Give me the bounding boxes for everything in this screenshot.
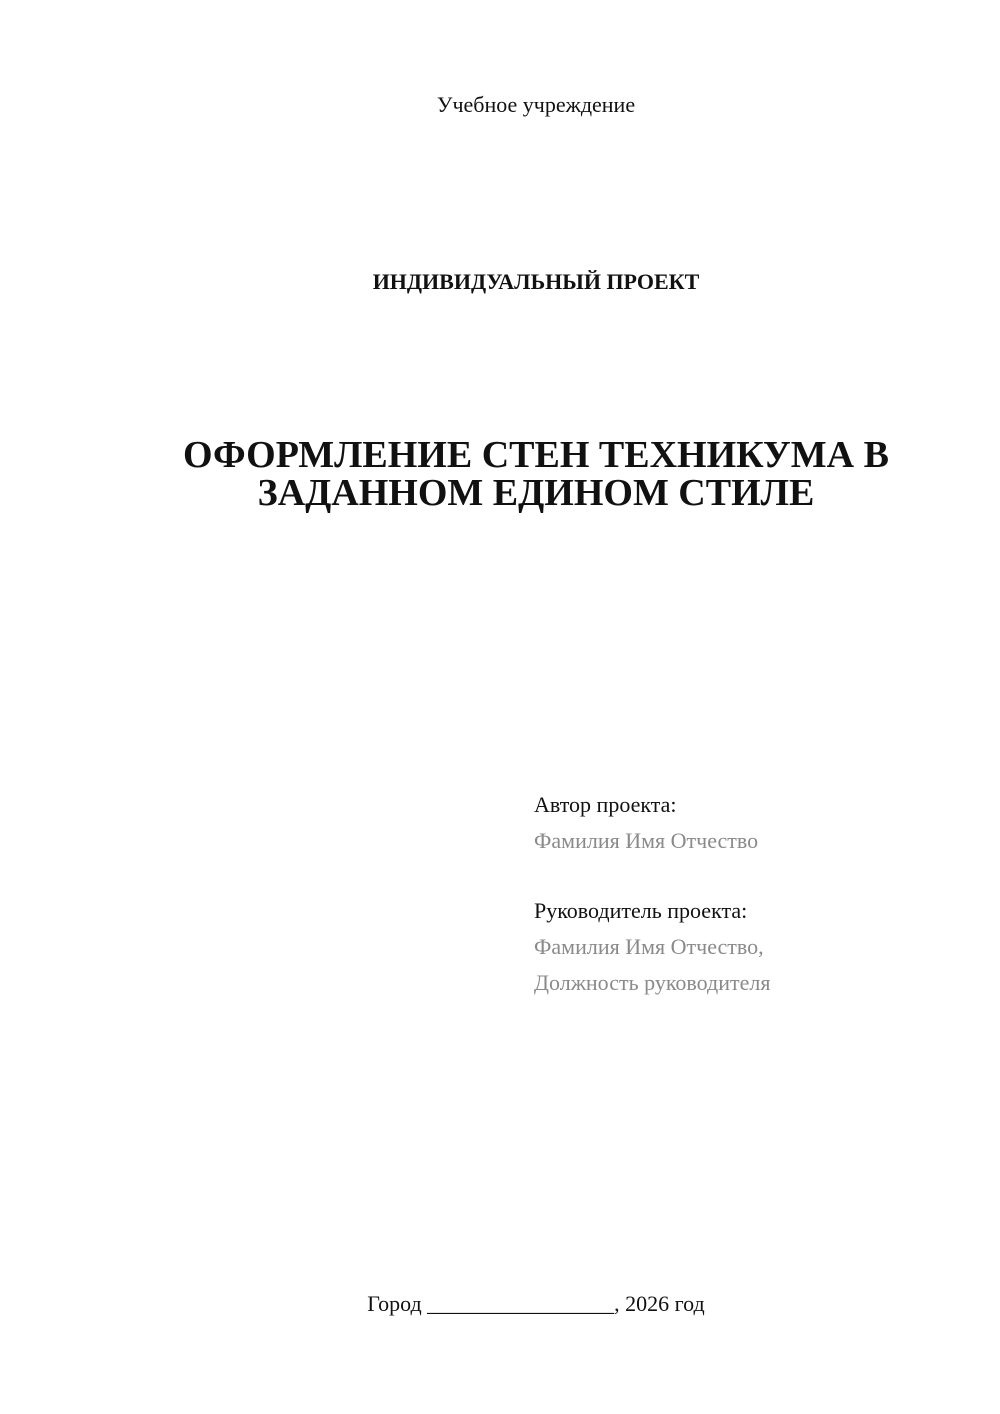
city-label: Город — [367, 1291, 422, 1316]
project-type-heading: ИНДИВИДУАЛЬНЫЙ ПРОЕКТ — [372, 269, 700, 294]
credits-spacer — [534, 859, 974, 893]
institution-name: Учебное учреждение — [436, 92, 636, 117]
author-label: Автор проекта: — [534, 792, 677, 817]
author-name-placeholder: Фамилия Имя Отчество — [534, 828, 759, 853]
project-title — [130, 436, 942, 512]
project-title-line-1: ОФОРМЛЕНИЕ СТЕН ТЕХНИКУМА В — [183, 434, 889, 476]
city-year-line — [0, 1289, 1000, 1319]
year-text: , 2026 год — [614, 1291, 705, 1316]
city-blank-line: _________________ — [427, 1291, 615, 1316]
supervisor-name-placeholder: Фамилия Имя Отчество, — [534, 934, 764, 959]
project-title-line-2: ЗАДАННОМ ЕДИНОМ СТИЛЕ — [257, 472, 815, 514]
supervisor-label: Руководитель проекта: — [534, 898, 748, 923]
supervisor-position-placeholder: Должность руководителя — [534, 970, 771, 995]
project-credits — [534, 787, 974, 1001]
